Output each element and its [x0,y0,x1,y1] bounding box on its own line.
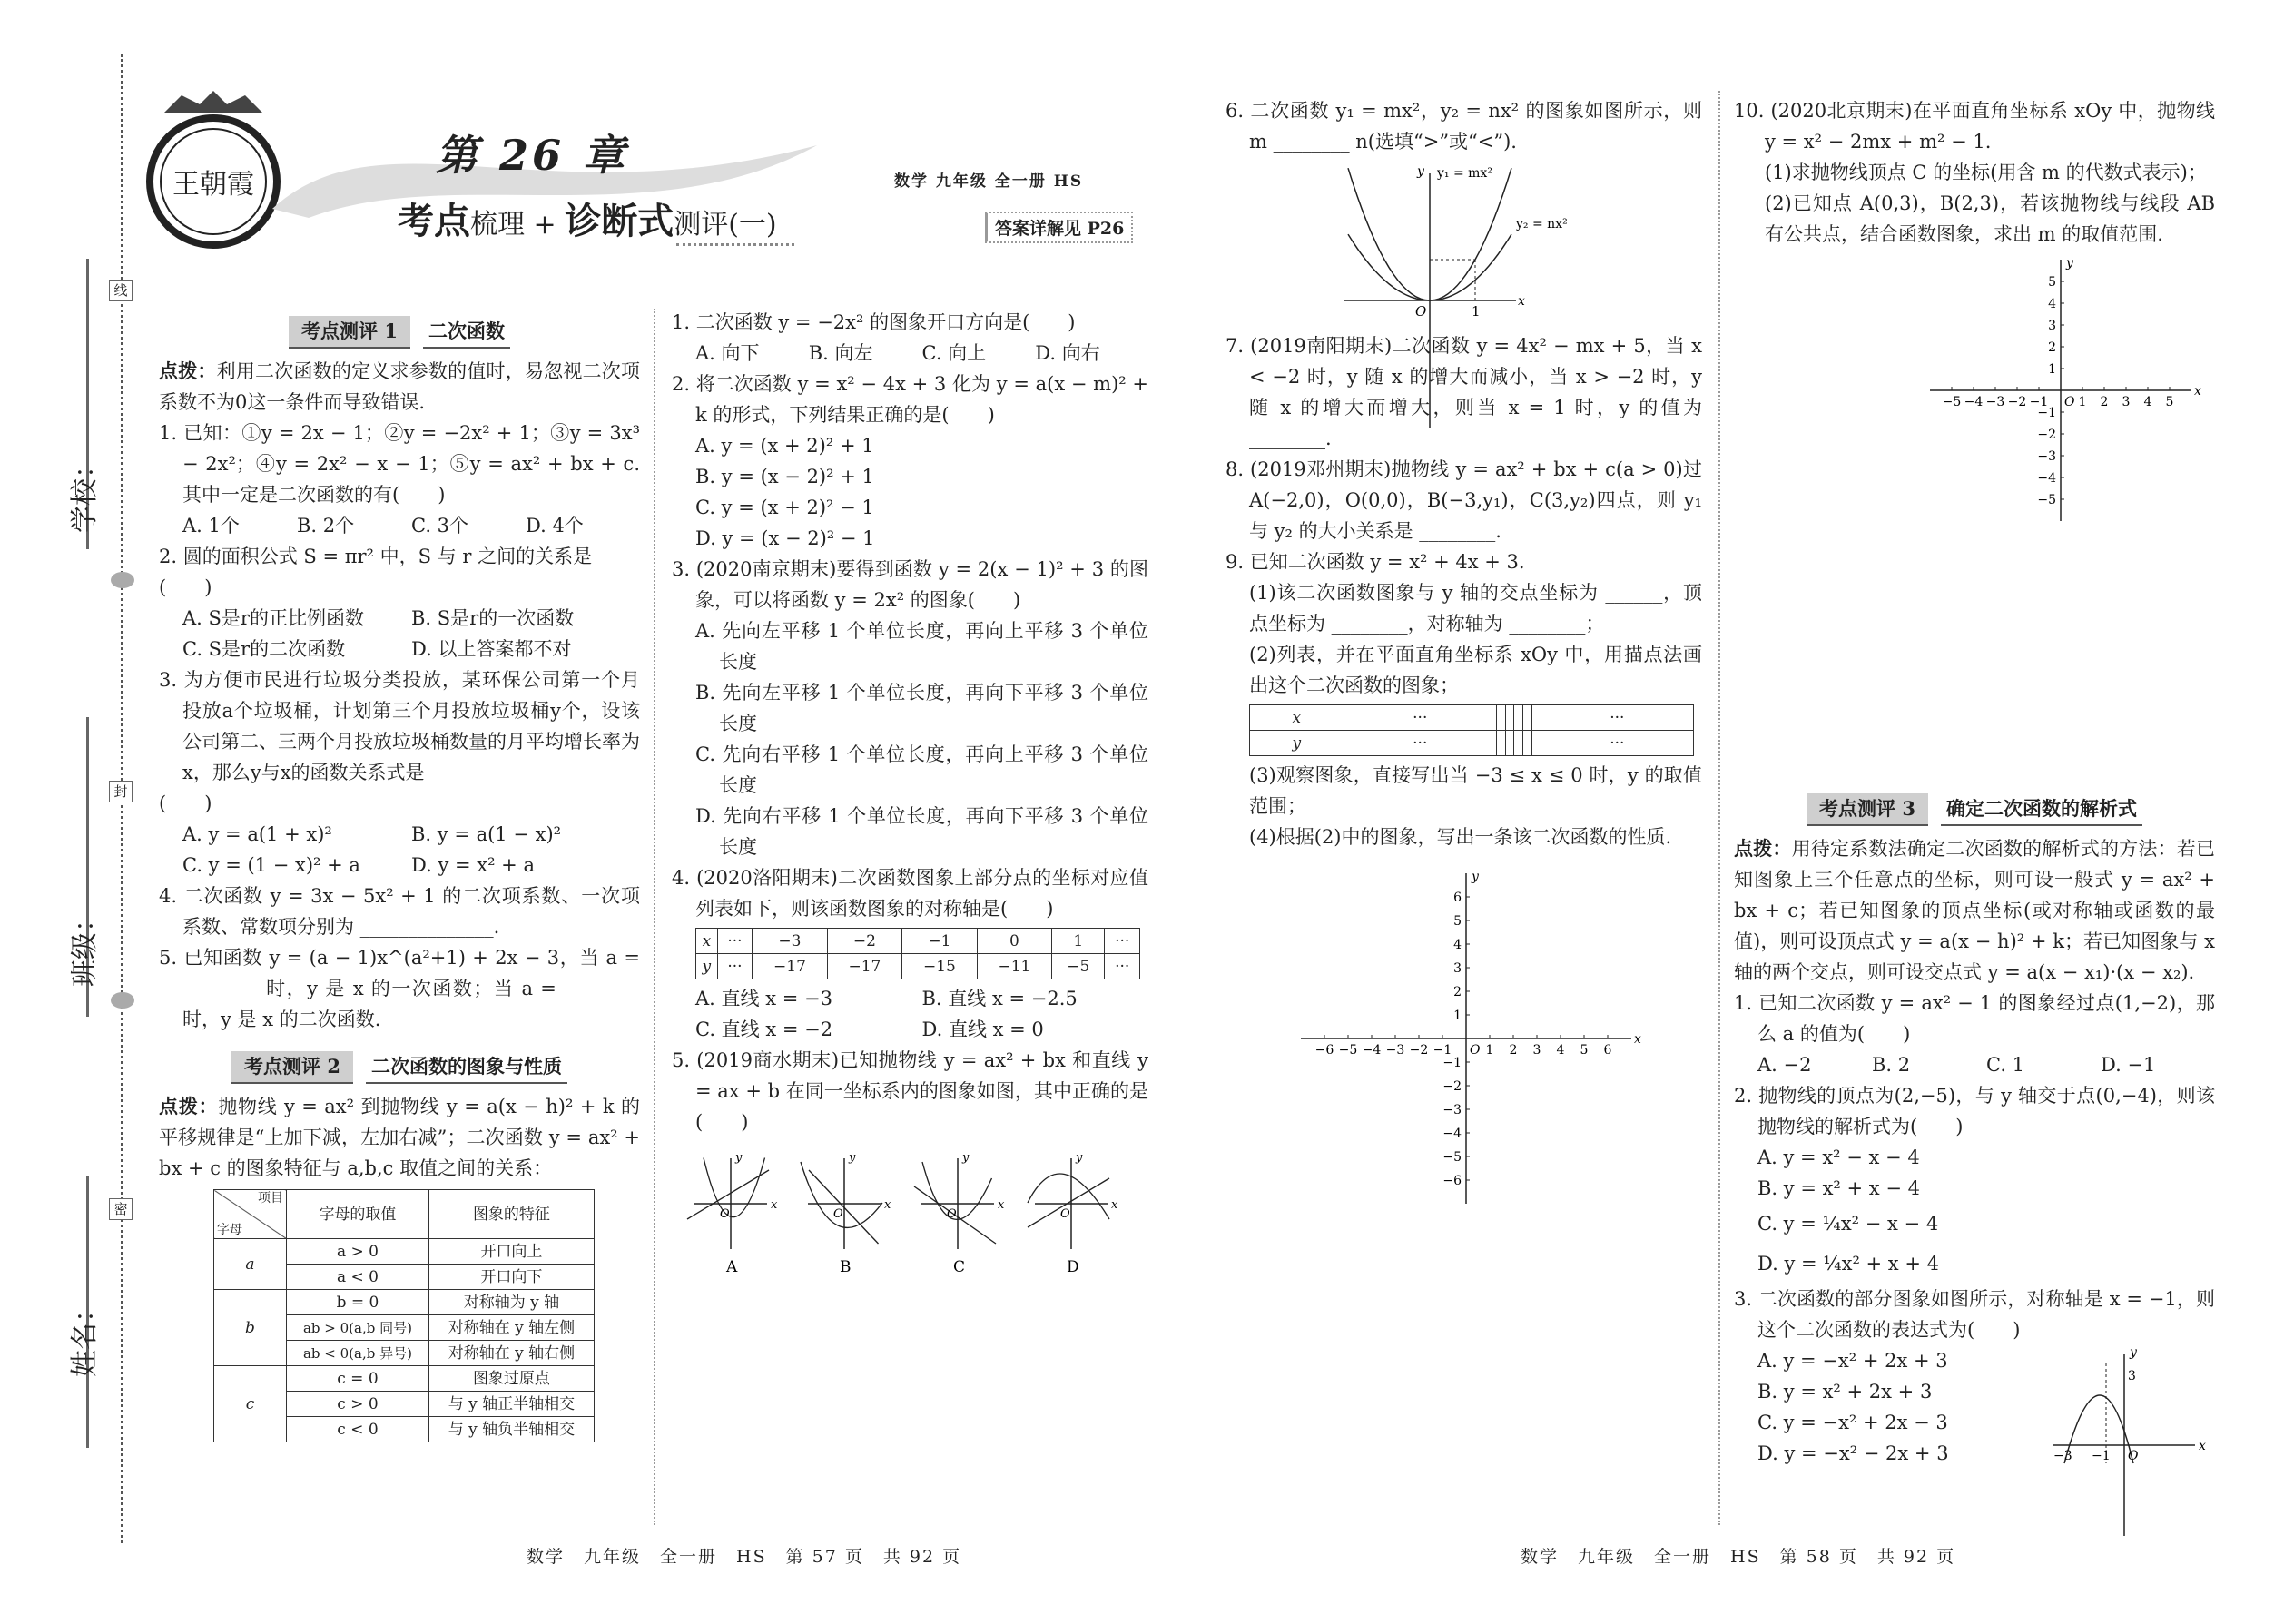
footer-page-57: 数学 九年级 全一册 HS 第 57 页 共 92 页 [527,1547,962,1567]
x-tick-label: −5 [1338,1043,1358,1058]
column-1 [159,310,640,1442]
subquestion: (2)列表，并在平面直角坐标系 xOy 中，用描点法画出这个二次函数的图象； [1249,644,1702,696]
feature-cell: 与 y 轴负半轴相交 [428,1417,594,1442]
section-header-1 [159,316,640,349]
x-tick-label: −1 [1433,1043,1452,1058]
subquestion: (3)观察图象，直接写出当 −3 ≤ x ≤ 0 时，y 的取值范围； [1249,764,1702,817]
letter-cell: a [214,1239,287,1290]
x-tick-label: 3 [2122,395,2131,409]
option-d[interactable]: D. −1 [2101,1054,2156,1076]
x-tick-label: −2 [2007,395,2027,409]
option-a[interactable]: A. y = −x² + 2x + 3 [1757,1350,1948,1372]
value-table [695,928,1140,979]
y-row-cell: ··· [1344,731,1496,756]
question-2: 2. 将二次函数 y = x² − 4x + 3 化为 y = a(x − m)² + k 的形式，下列结果正确的是( ) [672,373,1148,426]
y-axis-label: y [735,1151,743,1165]
x-tick-label: 2 [2100,395,2109,409]
section-header-2 [159,1051,640,1084]
logo-badge-icon [145,95,281,250]
y-tick-label: −1 [1442,1056,1462,1070]
option-c[interactable]: C. y = (1 − x)² + a [182,854,360,876]
options [1734,1049,2215,1080]
y-row-cell: −15 [902,954,977,979]
graph-caption: B [840,1258,852,1276]
seal-label-line: 线 [109,280,133,301]
question-6: 6. 二次函数 y₁ = mx²，y₂ = nx² 的图象如图所示，则 m ________ n(选填“>”或“<”). [1226,100,1702,153]
options [672,983,1148,1045]
name-label: 姓名： [69,1295,101,1377]
y-axis-label: y [2130,1345,2137,1360]
label-y1: y₁ = mx² [1437,166,1492,181]
x-axis-label: x [1518,294,1525,309]
x-tick-label: −5 [1942,395,1962,409]
option-b[interactable]: B. 直线 x = −2.5 [921,988,1078,1009]
y-row-cell: ··· [1541,731,1693,756]
tip [159,1091,640,1184]
y-axis-label: y [1472,870,1479,884]
answer-reference: 答案详解见 P26 [985,212,1133,243]
option-b[interactable]: B. y = x² + x − 4 [1757,1177,1920,1199]
question-3-options [1734,1345,2043,1469]
column-divider [1718,91,1720,1525]
x-row-cell: 1 [1052,929,1105,954]
x-row-cell [1496,705,1505,731]
table-header: 字母的取值 [287,1190,429,1239]
option-d[interactable]: D. 直线 x = 0 [921,1019,1044,1040]
y-tick-label: 6 [1453,891,1462,905]
tip-label: 点拨： [1734,837,1792,860]
option-b[interactable]: B. y = x² + 2x + 3 [1757,1381,1933,1403]
option-b[interactable]: B. 2个 [297,515,355,536]
x-tick-label: −3 [1985,395,2005,409]
column-2 [672,307,1148,1281]
value-cell: c > 0 [287,1392,429,1417]
question-3: 3. 二次函数的部分图象如图所示，对称轴是 x = −1，则这个二次函数的表达式为( ) [1734,1288,2215,1341]
value-cell: a > 0 [287,1239,429,1265]
x-tick-label: 5 [1580,1043,1589,1058]
question-10: 10. (2020北京期末)在平面直角坐标系 xOy 中，抛物线 y = x² − 2mx + m² − 1. [1734,100,2215,153]
option-c[interactable]: C. 直线 x = −2 [695,1019,833,1040]
graph-option-A[interactable] [687,1151,778,1276]
origin-label: O [2128,1449,2139,1463]
y-tick-label: −4 [2037,471,2056,486]
origin-label: O [1470,1043,1481,1058]
section-tag: 考点测评 1 [289,316,410,349]
section-2 [159,1051,640,1442]
class-label: 班级： [69,905,101,987]
y-tick-label: 5 [2048,275,2056,290]
section-header-3 [1734,793,2215,826]
y-row-cell [1523,731,1532,756]
x-row-cell: ··· [1541,705,1693,731]
x-tick-label: −6 [1314,1043,1334,1058]
y-tick-label: 3 [1453,961,1462,976]
question-3: 3. 为方便市民进行垃圾分类投放，某环保公司第一个月投放a个垃圾桶，计划第三个月投放垃圾桶y个，设该公司第二、三两个月投放垃圾桶数量的月平均增长率为x，那么y与x的函数关系式是 [159,669,640,783]
question-3-body [1734,1345,2215,1469]
title-part: 考点 [398,200,470,242]
feature-cell: 对称轴在 y 轴右侧 [428,1341,594,1366]
y-axis-label: y [1417,164,1424,179]
y-row-cell: −5 [1052,954,1105,979]
x-tick-label: −1 [2029,395,2049,409]
x-tick-label: 1 [1485,1043,1494,1058]
question-2: 2. 抛物线的顶点为(2,−5)，与 y 轴交于点(0,−4)，则该抛物线的解析式为( ) [1734,1085,2215,1137]
coefficient-table [213,1189,595,1442]
question-9-grid[interactable] [1298,870,1643,1197]
x-tick-label: −3 [1385,1043,1405,1058]
x-row-cell [1505,705,1514,731]
y-tick-label: 2 [2048,340,2056,355]
question-2: 2. 圆的面积公式 S = πr² 中，S 与 r 之间的关系是 [159,546,593,567]
tick-label: −1 [2092,1449,2111,1463]
value-cell: a < 0 [287,1265,429,1290]
origin-label: O [2064,395,2075,409]
question-1: 1. 已知：①y = 2x − 1；②y = −2x² + 1；③y = 3x³ − 2x²；④y = 2x² − x − 1；⑤y = ax² + bx + c. 其中一定是二次函数的有( ) [159,422,640,506]
option-b[interactable]: B. 向左 [808,342,873,364]
question-5-graphs [690,1145,1144,1281]
blank-value-table[interactable] [1249,704,1694,756]
logo-text: 王朝霞 [172,169,254,201]
y-row-cell [1505,731,1514,756]
option-b[interactable]: B. y = (x − 2)² + 1 [695,466,874,487]
option-d[interactable]: D. y = x² + a [411,854,535,876]
value-cell: c = 0 [287,1366,429,1392]
question-3: 3. (2020南京期末)要得到函数 y = 2(x − 1)² + 3 的图象，可以将函数 y = 2x² 的图象( ) [672,558,1148,611]
question-7: 7. (2019南阳期末)二次函数 y = 4x² − mx + 5，当 x < −2 时，y 随 x 的增大而减小，当 x > −2 时，y 随 x 的增大而增大，则当 x = 1 时，y 的值为 ________. [1226,335,1702,449]
x-axis-label: x [771,1198,778,1212]
option-a[interactable]: A. 先向左平移 1 个单位长度，再向上平移 3 个单位长度 [695,620,1148,673]
y-tick-label: −2 [1442,1079,1462,1094]
x-row-cell [1531,705,1541,731]
x-tick-label: 1 [2078,395,2087,409]
x-row-cell: ··· [717,929,753,954]
x-row-cell [1523,705,1532,731]
option-a[interactable]: A. 向下 [695,342,760,364]
letter-cell: c [214,1366,287,1442]
footer-page-58: 数学 九年级 全一册 HS 第 58 页 共 92 页 [1521,1547,1956,1567]
option-a[interactable]: A. −2 [1757,1054,1812,1076]
x-tick-label: 6 [1603,1043,1612,1058]
options [672,338,1148,369]
y-tick-label: 2 [1453,985,1462,999]
question-10-grid[interactable] [1925,256,2215,524]
graph-option-C[interactable] [914,1151,1005,1276]
title-part: 测评(一) [674,209,777,241]
y-tick-label: 3 [2048,319,2056,333]
letter-cell: b [214,1290,287,1366]
x-row-cell: 0 [977,929,1051,954]
x-tick-label: −2 [1409,1043,1429,1058]
tip-text: 抛物线 y = ax² 到抛物线 y = a(x − h)² + k 的平移规律是“上加下减，左加右减”；二次函数 y = ax² + bx + c 的图象特征与 a,b,c 取值之间的关系： [159,1096,640,1179]
option-d[interactable]: D. y = −x² − 2x + 3 [1757,1442,1949,1464]
y-row-label: y [696,954,718,979]
value-cell: ab < 0(a,b 异号) [287,1341,429,1366]
x-tick-label: −4 [1362,1043,1382,1058]
title-part: 诊断式 [565,200,674,242]
option-c[interactable]: C. y = ¼x² − x − 4 [1757,1213,1939,1235]
x-axis-label: x [1634,1032,1641,1047]
option-b[interactable]: B. 先向左平移 1 个单位长度，再向下平移 3 个单位长度 [695,682,1148,734]
column-4-section-3 [1734,788,2215,1469]
column-divider [654,309,655,1525]
option-a[interactable]: A. 直线 x = −3 [695,988,832,1009]
y-tick-label: −5 [1442,1150,1462,1165]
question-6-graph [1339,164,1584,323]
answer-paren[interactable]: ( ) [159,792,212,814]
question-1: 1. 已知二次函数 y = ax² − 1 的图象经过点(1,−2)，那么 a 的值为( ) [1734,992,2215,1045]
question-5: 5. 已知函数 y = (a − 1)x^(a²+1) + 2x − 3，当 a = ________ 时，y 是 x 的一次函数；当 a = ________ 时，y 是 x 的二次函数. [159,947,640,1030]
x-tick-label: 2 [1509,1043,1518,1058]
x-row-cell: −1 [902,929,977,954]
graph-caption: D [1067,1258,1079,1276]
subquestion: (1)该二次函数图象与 y 轴的交点坐标为 ______，顶点坐标为 ________，对称轴为 ________； [1249,582,1702,635]
graph-caption: A [726,1258,738,1276]
dotted-decoration [676,243,794,246]
x-tick-label: 4 [2143,395,2152,409]
y-row-cell [1496,731,1505,756]
tip-text: 用待定系数法确定二次函数的解析式的方法：若已知图象上三个任意点的坐标，则可设一般式 y = ax² + bx + c；若已知图象的顶点坐标(或对称轴或函数的最值)，则可设顶点式 y = a(x − h)² + k；若已知图象与 x 轴的两个交点，则可设交点式 y = a(x − x₁)·(x − x₂). [1734,838,2215,983]
knot-icon [111,572,134,588]
y-axis-label: y [1076,1151,1083,1165]
y-row-cell [1531,731,1541,756]
y-row-cell [1514,731,1523,756]
section-title: 确定二次函数的解析式 [1941,793,2142,826]
option-c[interactable]: C. S是r的二次函数 [182,638,346,660]
x-row-cell: ··· [1344,705,1496,731]
origin-label: O [1415,303,1427,320]
value-cell: c < 0 [287,1417,429,1442]
y-tick-label: 5 [1453,914,1462,929]
section-3-question-3-graph [2052,1345,2215,1468]
column-3 [1226,95,1702,1197]
question-4: 4. 二次函数 y = 3x − 5x² + 1 的二次项系数、一次项系数、常数项分别为 ______________. [159,885,640,938]
title-part: 梳理 + [470,209,566,241]
x-axis-label: x [2194,384,2201,399]
knot-icon [111,992,134,1009]
x-row-label: x [1250,705,1344,731]
feature-cell: 对称轴为 y 轴 [428,1290,594,1315]
tip [1734,833,2215,988]
corner-cell [214,1190,287,1239]
value-cell: ab > 0(a,b 同号) [287,1315,429,1341]
y-tick-label: 4 [1453,938,1462,952]
option-c[interactable]: C. 1 [1986,1054,2025,1076]
option-d[interactable]: D. y = (x − 2)² − 1 [695,527,875,549]
subquestion: (1)求抛物线顶点 C 的坐标(用含 m 的代数式表示)； [1765,162,2207,183]
chapter-title: 第 26 章 [436,131,629,180]
x-axis-label: x [884,1198,891,1212]
y-tick-label: −6 [1442,1174,1462,1188]
y-tick-label: 1 [2048,362,2056,377]
option-b[interactable]: B. 2 [1872,1054,1911,1076]
y-tick-label: 4 [2048,297,2056,311]
x-tick-label: 3 [1532,1043,1541,1058]
y-row-cell: −17 [753,954,827,979]
y-tick-label: −3 [1442,1103,1462,1117]
y-tick-label: −4 [1442,1127,1462,1141]
x-tick-label: 4 [1556,1043,1565,1058]
y-tick-label: −2 [2037,428,2056,442]
label-y2: y₂ = nx² [1516,217,1568,231]
question-1: 1. 二次函数 y = −2x² 的图象开口方向是( ) [672,311,1076,333]
logo [145,95,281,250]
x-axis-label: x [1111,1198,1118,1212]
column-4 [1734,95,2215,524]
page-title [398,192,777,244]
tip-label: 点拨： [159,359,217,382]
y-axis-label: y [2066,256,2073,271]
x-axis-label: x [998,1198,1005,1212]
option-c[interactable]: C. 先向右平移 1 个单位长度，再向上平移 3 个单位长度 [695,743,1148,796]
y-row-cell: ··· [717,954,753,979]
option-a[interactable]: A. y = x² − x − 4 [1757,1147,1920,1168]
tip [159,356,640,418]
section-tag: 考点测评 2 [231,1051,353,1084]
option-a[interactable]: A. y = (x + 2)² + 1 [695,435,874,457]
corner-top: 项目 [258,1191,283,1206]
feature-cell: 开口向上 [428,1239,594,1265]
y-tick-label: 1 [1453,1009,1462,1023]
seal-label-seal: 封 [109,781,133,802]
x-tick-label: −4 [1964,395,1984,409]
option-a[interactable]: A. y = a(1 + x)² [182,823,332,845]
options [159,510,640,541]
option-c[interactable]: C. y = (x + 2)² − 1 [695,497,874,518]
tip-label: 点拨： [159,1095,219,1117]
value-cell: b = 0 [287,1290,429,1315]
option-d[interactable]: D. 向右 [1035,342,1100,364]
option-c[interactable]: C. y = −x² + 2x − 3 [1757,1412,1948,1433]
feature-cell: 图象过原点 [428,1366,594,1392]
table-header: 图象的特征 [428,1190,594,1239]
origin-label: O [1060,1207,1070,1221]
option-d[interactable]: D. 4个 [526,515,584,536]
parabola [704,1158,765,1217]
answer-paren[interactable]: ( ) [159,576,212,598]
subquestion: (2)已知点 A(0,3)，B(2,3)，若该抛物线与线段 AB 有公共点，结合函数图象，求出 m 的取值范围. [1765,192,2215,245]
option-b[interactable]: B. y = a(1 − x)² [411,823,562,845]
graph-option-D[interactable] [1028,1151,1118,1276]
tip-text: 利用二次函数的定义求参数的值时，易忽视二次项系数不为0这一条件而导致错误. [159,360,640,413]
question-5: 5. (2019商水期末)已知抛物线 y = ax² + bx 和直线 y = ax + b 在同一坐标系内的图象如图，其中正确的是( ) [672,1049,1148,1133]
book-meta: 数学 九年级 全一册 HS [894,172,1084,191]
x-tick-label: 5 [2165,395,2174,409]
x-row-cell [1514,705,1523,731]
option-a[interactable]: A. 1个 [182,515,240,536]
x-axis-label: x [2199,1439,2206,1453]
option-a[interactable]: A. S是r的正比例函数 [182,607,364,629]
feature-cell: 与 y 轴正半轴相交 [428,1392,594,1417]
y-axis-label: y [962,1151,970,1165]
option-c[interactable]: C. 3个 [411,515,469,536]
corner-bottom: 字母 [217,1223,242,1237]
y-tick-label: −3 [2037,449,2056,464]
subquestion: (4)根据(2)中的图象，写出一条该二次函数的性质. [1249,826,1672,848]
section-tag: 考点测评 3 [1807,793,1928,826]
feature-cell: 对称轴在 y 轴左侧 [428,1315,594,1341]
tick-label: −3 [2053,1449,2072,1463]
question-9: 9. 已知二次函数 y = x² + 4x + 3. [1226,551,1525,573]
x-row-cell: −2 [827,929,901,954]
origin-label: O [947,1207,957,1221]
question-4: 4. (2020洛阳期末)二次函数图象上部分点的坐标对应值列表如下，则该函数图象的对称轴是( ) [672,867,1148,920]
option-d[interactable]: D. 以上答案都不对 [411,638,572,660]
origin-label: O [720,1207,730,1221]
origin-label: O [833,1207,843,1221]
section-title: 二次函数的图象与性质 [366,1051,567,1084]
y-row-cell: −17 [827,954,901,979]
y-row-cell: −11 [977,954,1051,979]
graph-option-B[interactable] [801,1151,891,1276]
feature-cell: 开口向下 [428,1265,594,1290]
tick-label: 1 [1472,303,1481,320]
option-c[interactable]: C. 向上 [921,342,987,364]
option-d[interactable]: D. y = ¼x² + x + 4 [1757,1253,1939,1275]
y-axis-label: y [849,1151,856,1165]
options [159,819,640,881]
school-label: 学校： [69,451,101,533]
x-row-cell: −3 [753,929,827,954]
y-row-label: y [1250,731,1344,756]
y-tick-label: −5 [2037,493,2056,507]
graph-caption: C [953,1258,966,1276]
option-d[interactable]: D. 先向右平移 1 个单位长度，再向下平移 3 个单位长度 [695,805,1148,858]
y-tick-label: −1 [2037,406,2056,420]
options [159,603,640,664]
section-title: 二次函数 [423,316,510,349]
x-row-label: x [696,929,718,954]
x-row-cell: ··· [1105,929,1140,954]
y-row-cell: ··· [1105,954,1140,979]
seal-label-secret: 密 [109,1198,133,1220]
option-b[interactable]: B. S是r的一次函数 [411,607,575,629]
tick-label: 3 [2128,1369,2136,1383]
question-8: 8. (2019邓州期末)抛物线 y = ax² + bx + c(a > 0)过 A(−2,0)，O(0,0)，B(−3,y₁)，C(3,y₂)四点，则 y₁ 与 y₂ 的大小关系是 ________. [1226,458,1702,542]
